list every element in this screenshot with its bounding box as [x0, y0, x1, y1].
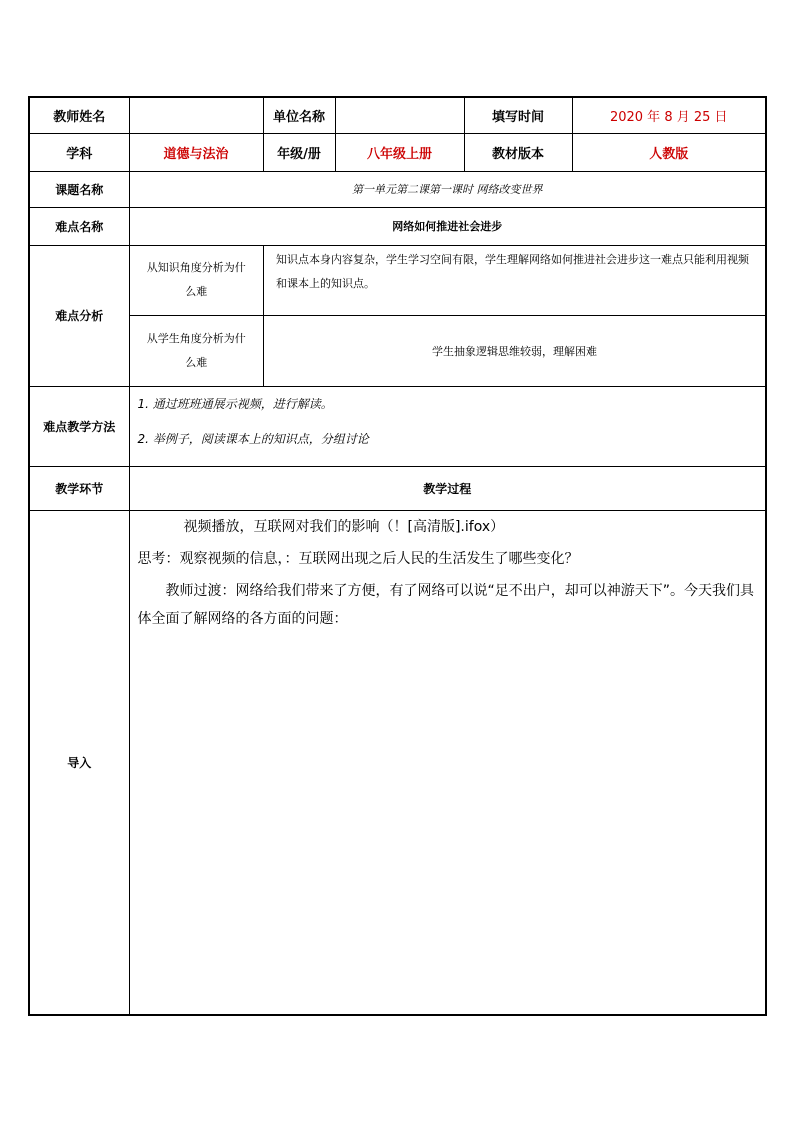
- header-row-1: [29, 97, 766, 133]
- analysis-subtable: [130, 246, 766, 386]
- stage-header: 教学环节: [29, 466, 129, 510]
- intro-paragraph: 视频播放，互联网对我们的影响（！[高清版].ifox）: [183, 518, 505, 535]
- intro-paragraph: 思考：观察视频的信息，：互联网出现之后人民的生活发生了哪些变化？: [137, 550, 579, 567]
- difficulty-label: 难点名称: [29, 207, 129, 245]
- intro-label: 导入: [29, 510, 129, 1015]
- grade-label: 年级/册: [263, 133, 335, 171]
- method-item: 1. 通过班班通展示视频，进行解读。: [137, 396, 333, 411]
- analysis-row: [29, 245, 766, 386]
- knowledge-angle-text: 知识点本身内容复杂，学生学习空间有限，学生理解网络如何推进社会进步这一难点只能利用视频和课本上的知识点。: [264, 246, 766, 316]
- subject-label: 学科: [29, 133, 129, 171]
- method-item: 2. 举例子，阅读课本上的知识点，分组讨论: [137, 431, 369, 446]
- topic-label: 课题名称: [29, 171, 129, 207]
- process-header: 教学过程: [129, 466, 766, 510]
- knowledge-angle-label: 从知识角度分析为什么难: [130, 246, 264, 316]
- lesson-plan-table: [28, 96, 767, 1016]
- topic-row: [29, 171, 766, 207]
- edition-label: 教材版本: [464, 133, 572, 171]
- unit-name-label: 单位名称: [263, 97, 335, 133]
- method-row: [29, 386, 766, 466]
- intro-content: [129, 510, 766, 1015]
- difficulty-value: 网络如何推进社会进步: [129, 207, 766, 245]
- method-label: 难点教学方法: [29, 386, 129, 466]
- difficulty-row: [29, 207, 766, 245]
- method-list: [129, 386, 766, 466]
- teacher-name-label: 教师姓名: [29, 97, 129, 133]
- student-angle-label: 从学生角度分析为什么难: [130, 316, 264, 386]
- teacher-name-value: [129, 97, 263, 133]
- analysis-label: 难点分析: [29, 245, 129, 386]
- fill-date-value: 2020 年 8 月 25 日: [572, 97, 766, 133]
- unit-name-value: [335, 97, 464, 133]
- fill-date-label: 填写时间: [464, 97, 572, 133]
- grade-value: 八年级上册: [335, 133, 464, 171]
- student-angle-text: 学生抽象逻辑思维较弱，理解困难: [264, 316, 766, 386]
- topic-value: 第一单元第二课第一课时 网络改变世界: [129, 171, 766, 207]
- intro-paragraph: 教师过渡：网络给我们带来了方便，有了网络可以说“足不出户，却可以神游天下”。今天我们具体全面了解网络的各方面的问题：: [137, 582, 755, 627]
- edition-value: 人教版: [572, 133, 766, 171]
- header-row-2: [29, 133, 766, 171]
- process-header-row: [29, 466, 766, 510]
- subject-value: 道德与法治: [129, 133, 263, 171]
- intro-row: [29, 510, 766, 1015]
